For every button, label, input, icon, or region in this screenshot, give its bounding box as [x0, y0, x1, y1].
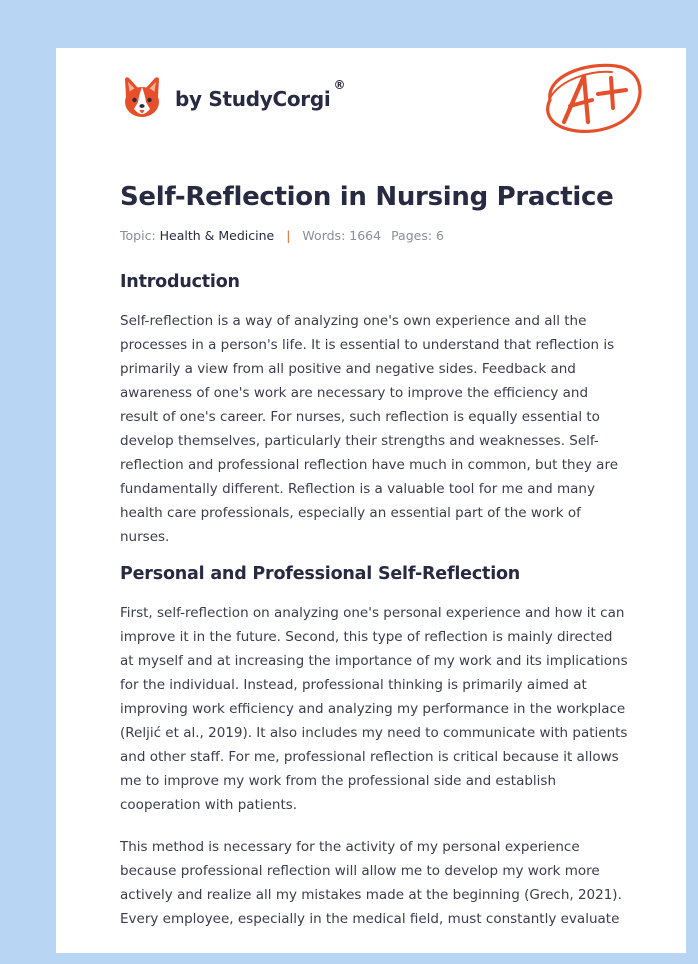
topic-link[interactable]: Health & Medicine — [159, 228, 275, 243]
registered-mark: ® — [333, 78, 346, 92]
words-label: Words: — [302, 228, 346, 243]
paragraph: Self-reflection is a way of analyzing one's own experience and all the processes in a person's life. It is essential to understand that reflection is primarily a view from all positive and negative sides. Feedback and awareness of one's work are necessary to improve the efficiency and result of one's career. For nurses, such reflection is equally essential to develop themselves, particularly their strengths and weaknesses. Self-reflection and professional reflection have much in common, but they are fundamentally different. Reflection is a valuable tool for me and many health care professionals, especially an essential part of the work of nurses. — [120, 313, 619, 545]
pages-value: 6 — [436, 228, 444, 243]
words-value: 1664 — [349, 228, 382, 243]
document-title: Self-Reflection in Nursing Practice — [120, 182, 614, 212]
document-meta — [120, 227, 630, 245]
corgi-icon — [122, 75, 162, 121]
brand-name: by StudyCorgi® — [175, 78, 346, 111]
a-plus-grade-icon — [540, 60, 646, 138]
brand-logo[interactable] — [122, 75, 345, 121]
section-heading-introduction: Introduction — [120, 272, 240, 292]
section-heading-personal-professional: Personal and Professional Self-Reflection — [120, 564, 521, 584]
meta-separator: | — [286, 228, 291, 243]
header — [120, 48, 630, 148]
topic-label: Topic: — [120, 228, 156, 243]
paragraph: First, self-reflection on analyzing one's personal experience and how it can improve it in the future. Second, this type of reflection is mainly directed at myself and at increasing the importance of my work and its implications for the individual. Instead, professional thinking is primarily aimed at improving work efficiency and analyzing my performance in the workplace (Reljić et al., 2019). It also includes my need to communicate with patients and other staff. For me, professional reflection is critical because it allows me to improve my work from the professional side and establish cooperation with patients. — [120, 605, 628, 813]
document-page — [56, 48, 686, 953]
pages-label: Pages: — [391, 228, 433, 243]
paragraph: This method is necessary for the activity of my personal experience because professional reflection will allow me to develop my work more actively and realize all my mistakes made at the beginning (Grech, 2021). Every employee, especially in the medical field, must constantly evaluate — [120, 839, 622, 927]
